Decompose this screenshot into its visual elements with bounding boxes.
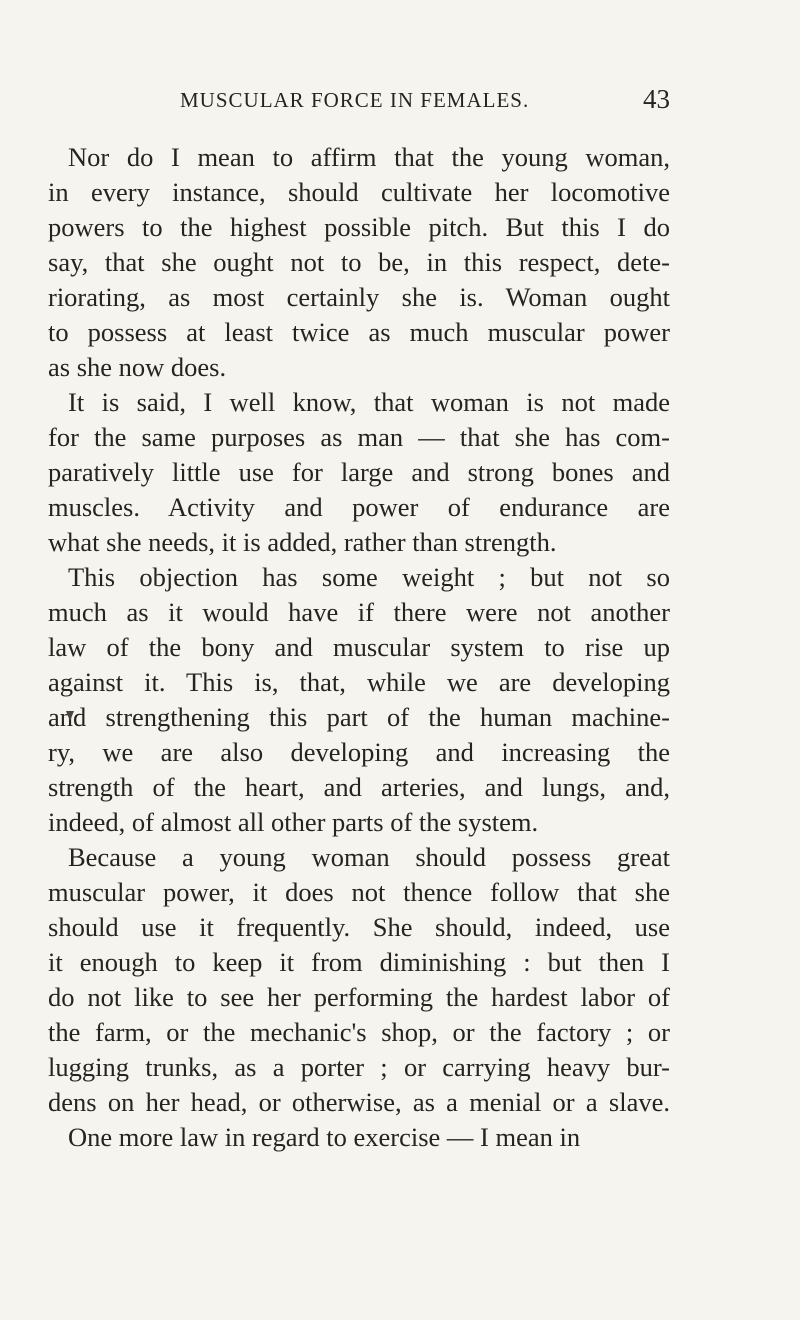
text-line: for the same purposes as man — that she has com-: [48, 422, 670, 452]
text-line: and strengthening this part of the human machine-: [48, 702, 670, 732]
text-line: in every instance, should cultivate her locomotive: [48, 177, 670, 207]
text-line: lugging trunks, as a porter ; or carrying heavy bur-: [48, 1052, 670, 1082]
text-line: the farm, or the mechanic's shop, or the factory ; or: [48, 1017, 670, 1047]
text-line: paratively little use for large and strong bones and: [48, 457, 670, 487]
text-line: say, that she ought not to be, in this respect, dete-: [48, 247, 670, 277]
text-line: Because a young woman should possess great: [68, 842, 670, 872]
text-line: muscles. Activity and power of endurance are: [48, 492, 670, 522]
text-line: dens on her head, or otherwise, as a menial or a slave.: [48, 1087, 670, 1117]
text-line: One more law in regard to exercise — I mean in: [68, 1122, 581, 1152]
text-line: to possess at least twice as much muscular power: [48, 317, 670, 347]
text-line: strength of the heart, and arteries, and lungs, and,: [48, 772, 670, 802]
text-line: much as it would have if there were not another: [48, 597, 670, 627]
text-line: do not like to see her performing the hardest labor of: [48, 982, 670, 1012]
text-line: as she now does.: [48, 352, 227, 382]
text-line: ry, we are also developing and increasing the: [48, 737, 670, 767]
text-line: Nor do I mean to affirm that the young woman,: [68, 142, 670, 172]
text-line: This objection has some weight ; but not so: [68, 562, 670, 592]
text-line: powers to the highest possible pitch. But this I do: [48, 212, 670, 242]
text-line: muscular power, it does not thence follow that she: [48, 877, 670, 907]
text-line: against it. This is, that, while we are developing: [48, 667, 670, 697]
text-line: riorating, as most certainly she is. Woman ought: [48, 282, 670, 312]
text-line: law of the bony and muscular system to rise up: [48, 632, 670, 662]
text-line: indeed, of almost all other parts of the system.: [48, 807, 539, 837]
text-line: should use it frequently. She should, indeed, use: [48, 912, 670, 942]
running-header: [180, 84, 670, 122]
body-text: [48, 140, 670, 1155]
ink-speck: [66, 711, 74, 721]
page-number: 43: [643, 84, 670, 114]
running-title: MUSCULAR FORCE IN FEMALES.: [180, 88, 530, 112]
text-line: what she needs, it is added, rather than strength.: [48, 527, 557, 557]
text-line: it enough to keep it from diminishing : but then I: [48, 947, 670, 977]
text-line: It is said, I well know, that woman is not made: [68, 387, 670, 417]
